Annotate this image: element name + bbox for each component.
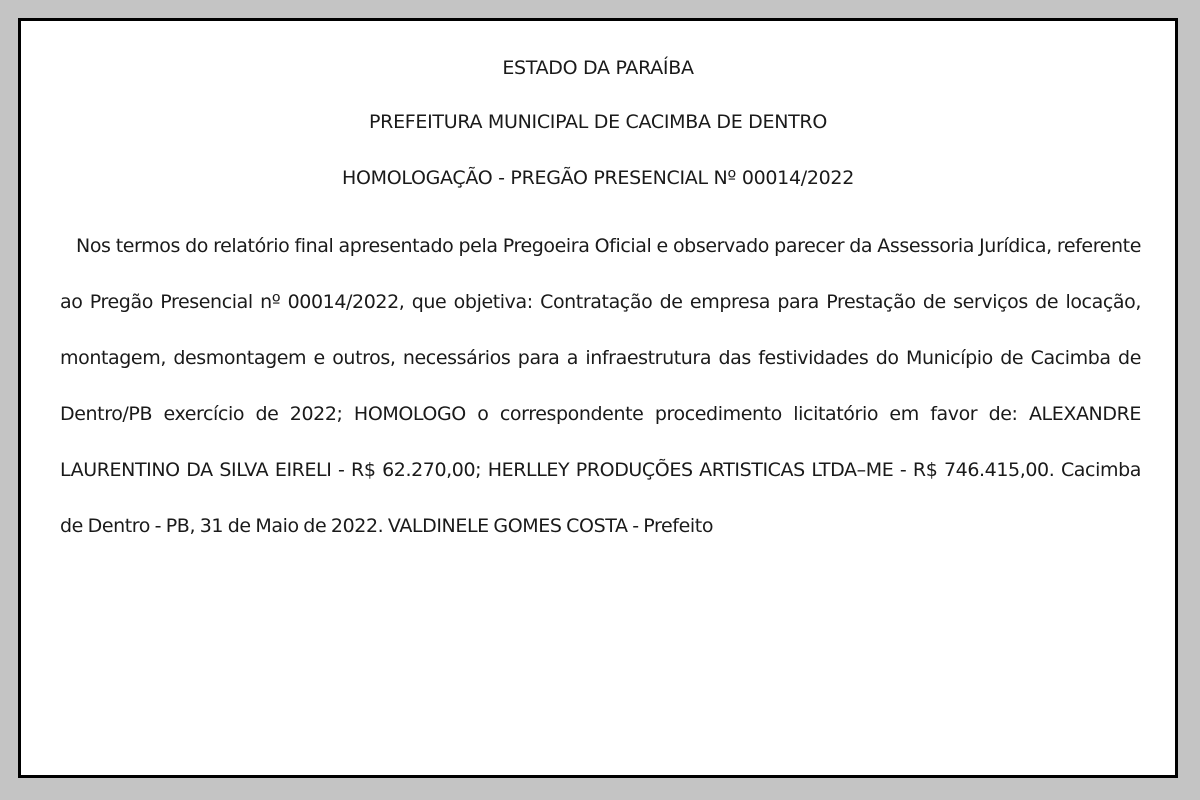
document-frame xyxy=(18,18,1178,778)
homologation-body: Nos termos do relatório final apresentado pela Pregoeira Oficial e observado parecer da Assessoria Jurídica, referente ao Pregão Presencial nº 00014/2022, que objetiva: Contratação de empresa para Prestação de serviços de locação, montagem, desmontagem e outros, necessários para a infraestrutura das festividades do Município de Cacimba de Dentro/PB exercício de 2022; HOMOLOGO o correspondente procedimento licitatório em favor de: ALEXANDRE LAURENTINO DA SILVA EIRELI - R$ 62.270,00; HERLLEY PRODUÇÕES ARTISTICAS LTDA–ME - R$ 746.415,00. Cacimba de Dentro - PB, 31 de Maio de 2022. VALDINELE GOMES COSTA - Prefeito xyxy=(60,235,1141,537)
document-title: HOMOLOGAÇÃO - PREGÃO PRESENCIAL Nº 00014/2022 xyxy=(341,167,855,189)
municipality-heading: PREFEITURA MUNICIPAL DE CACIMBA DE DENTRO xyxy=(369,111,827,133)
state-heading: ESTADO DA PARAÍBA xyxy=(502,57,694,79)
